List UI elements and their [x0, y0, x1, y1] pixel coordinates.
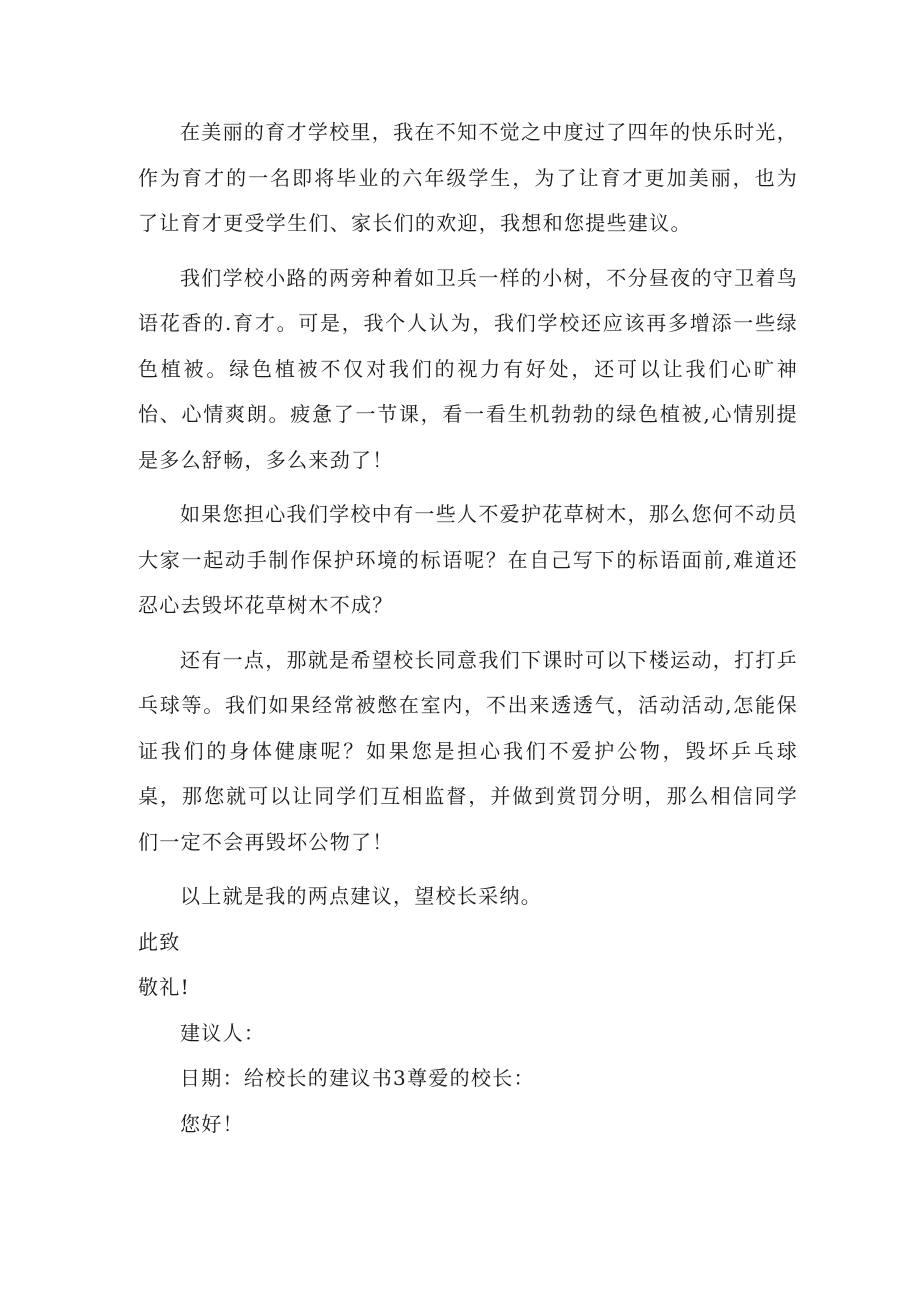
closing-salutation: 此致 [138, 929, 181, 954]
letter-page [138, 110, 798, 1147]
closing-regards: 敬礼! [138, 975, 190, 999]
body-paragraph-4: 还有一点，那就是希望校长同意我们下课时可以下楼运动，打打乒乓球等。我们如果经常被憋在室内，不出来透透气，活动活动,怎能保证我们的身体健康呢？如果您是担心我们不爱护公物，毁坏乒乓球桌，那您就可以让同学们互相监督，并做到赏罚分明，那么相信同学们一定不会再毁坏公物了！ [138, 647, 798, 854]
greeting: 您好！ [180, 1111, 244, 1136]
body-paragraph-2: 我们学校小路的两旁种着如卫兵一样的小树，不分昼夜的守卫着鸟语花香的.育才。可是，我个人认为，我们学校还应该再多增添一些绿色植被。绿色植被不仅对我们的视力有好处，还可以让我们心旷神怡、心情爽朗。疲惫了一节课，看一看生机勃勃的绿色植被,心情别提是多么舒畅，多么来劲了！ [138, 265, 798, 472]
body-paragraph-1: 在美丽的育才学校里，我在不知不觉之中度过了四年的快乐时光，作为育才的一名即将毕业的六年级学生，为了让育才更加美丽，也为了让育才更受学生们、家长们的欢迎，我想和您提些建议。 [138, 120, 798, 235]
body-paragraph-5: 以上就是我的两点建议，望校长采纳。 [180, 884, 543, 908]
date-line: 日期：给校长的建议书3尊爱的校长： [180, 1066, 535, 1090]
body-paragraph-3: 如果您担心我们学校中有一些人不爱护花草树木，那么您何不动员大家一起动手制作保护环境的标语呢？在自己写下的标语面前,难道还忍心去毁坏花草树木不成？ [138, 502, 798, 617]
signer-label: 建议人： [180, 1020, 266, 1045]
